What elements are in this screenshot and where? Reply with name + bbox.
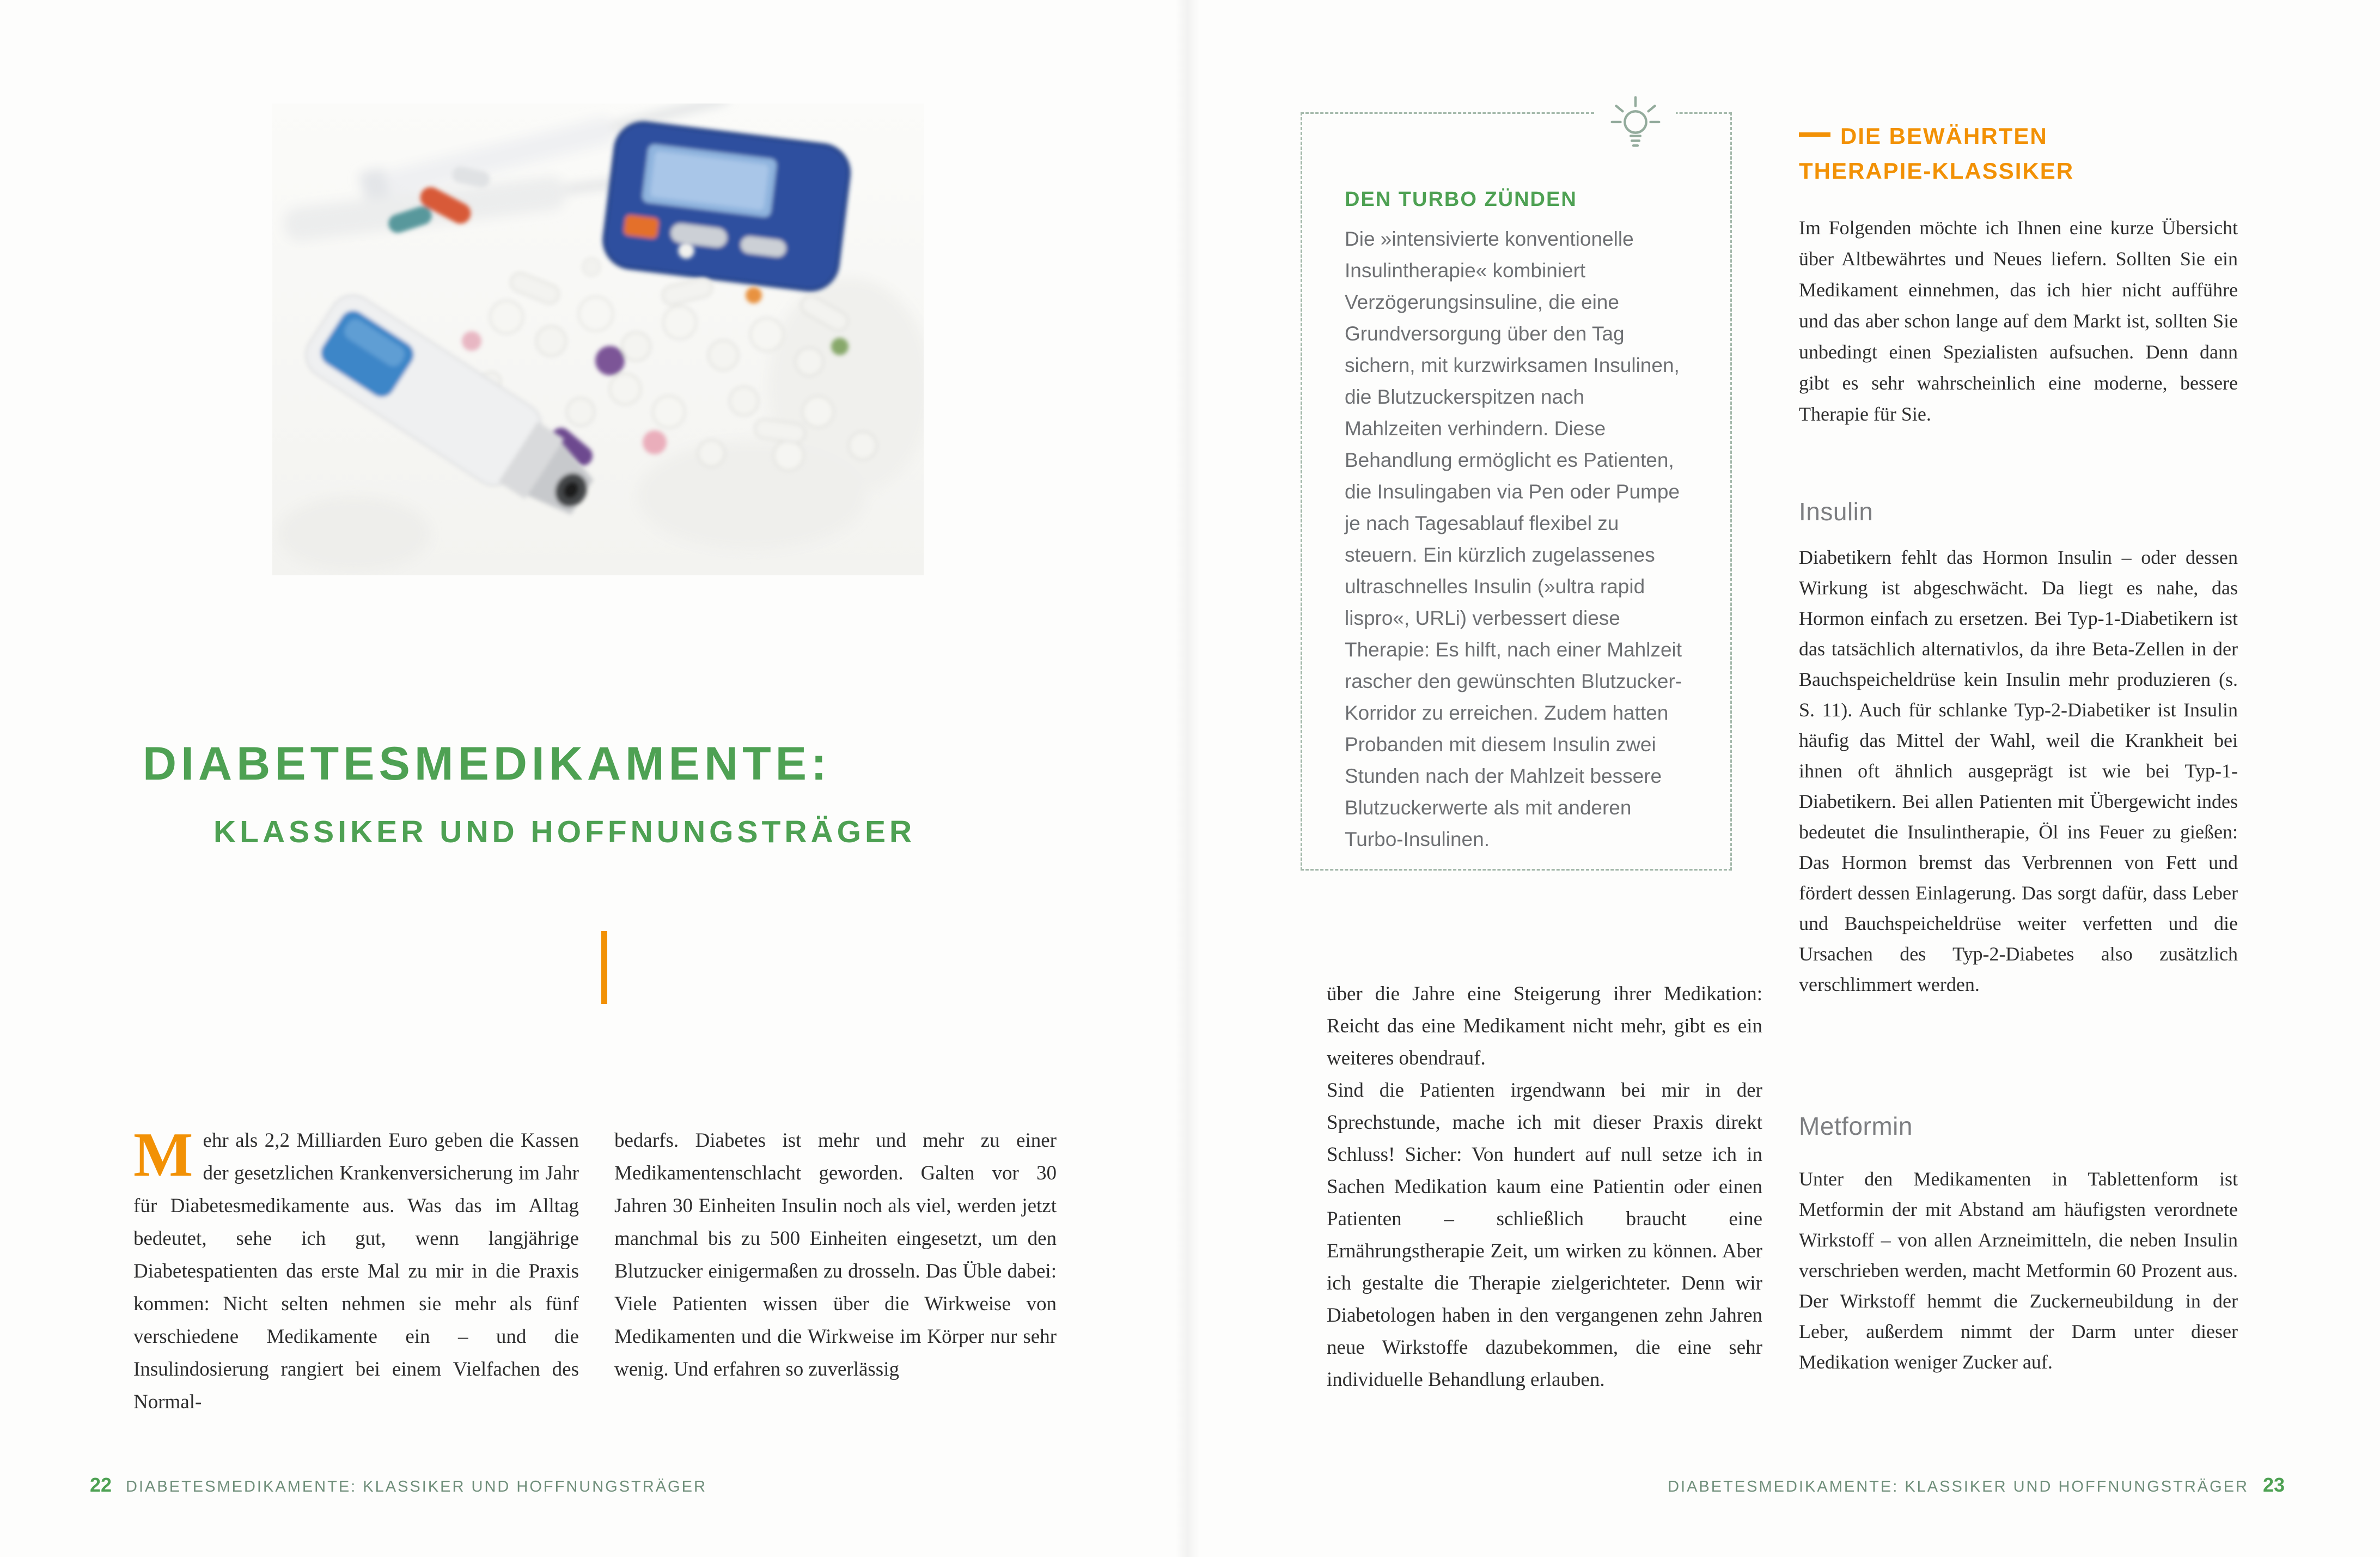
page-number-left: 22 xyxy=(90,1474,112,1496)
footer-left xyxy=(90,1474,707,1497)
glucose-meter xyxy=(601,120,852,294)
body-column-1 xyxy=(133,1120,579,1419)
page-gutter xyxy=(1175,0,1199,1557)
heading-line-1-text: DIE BEWÄHRTEN xyxy=(1840,123,2048,149)
chapter-title xyxy=(143,737,916,850)
insulin-section-body: Diabetikern fehlt das Hormon Insulin – oder dessen Wirkung ist abgeschwächt. Da liegt es nahe, das Hormon einfach zu ersetzen. Bei Typ-1-Diabetikern ist das tatsächlich alternativlos, da ihre Beta-Zellen in der Bauchspeicheldrüse kein Insulin mehr produzieren (s. S. 11). Auch für schlanke Typ-2-Diabetiker ist Insulin häufig das Mittel der Wahl, weil die Krankheit bei ihnen oft ähnlich ausgeprägt ist wie bei Typ-1-Diabetikern. Bei allen Patienten mit Übergewicht indes bedeutet die Insulintherapie, Öl ins Feuer zu gießen: Das Hormon bremst das Verbrennen von Fett und fördert dessen Einlagerung. Das sorgt dafür, dass Leber und Bauchspeicheldrüse weiter verfetten und die Ursachen des Typ-2-Diabetes also zusätzlich verschlimmert werden. xyxy=(1799,546,2238,995)
chapter-title-line2: KLASSIKER UND HOFFNUNGSTRÄGER xyxy=(213,814,916,849)
right-column-intro: Im Folgenden möchte ich Ihnen eine kurze Übersicht über Altbewährtes und Neues liefern. Sollten Sie ein Medikament einnehmen, das ich hier nicht aufführe und das aber schon lange auf dem Markt ist, sollten Sie unbedingt einen Spezialisten aufsuchen. Denn dann gibt es sehr wahrscheinlich eine moderne, bessere Therapie für Sie. xyxy=(1799,217,2238,425)
running-footer-left: DIABETESMEDIKAMENTE: KLASSIKER UND HOFFNUNGSTRÄGER xyxy=(126,1478,707,1495)
heading-dash-icon xyxy=(1799,132,1830,137)
infobox-turbo xyxy=(1301,112,1732,871)
metformin-section-body: Unter den Medikamenten in Tablettenform ist Metformin der mit Abstand am häufigsten verordnete Wirkstoff – von allen Arzneimitteln, die neben Insulin verschrieben werden, macht Metformin 60 Prozent aus. Der Wirkstoff hemmt die Zuckerneubildung in der Leber, außerdem nimmt der Darm unter dieser Medikation weniger Zucker auf. xyxy=(1799,1168,2238,1373)
mid-paragraph-1: über die Jahre eine Steigerung ihrer Medikation: Reicht das eine Medikament nicht mehr, gibt es ein weiteres obendrauf. xyxy=(1327,983,1762,1069)
running-footer-right: DIABETESMEDIKAMENTE: KLASSIKER UND HOFFNUNGSTRÄGER xyxy=(1668,1478,2249,1495)
heading-line-1 xyxy=(1799,119,2074,154)
chapter-title-line1: DIABETESMEDIKAMENTE: xyxy=(143,738,831,790)
section-heading-therapy-classics xyxy=(1799,119,2074,188)
page-number-right: 23 xyxy=(2262,1474,2285,1496)
infobox-title: DEN TURBO ZÜNDEN xyxy=(1345,188,1577,211)
mid-paragraph-2: Sind die Patienten irgendwann bei mir in der Sprechstunde, mache ich mit dieser Praxis direkt Schluss! Sicher: Von hundert auf null setze ich in Sachen Medikation kaum eine Patientin oder einen Patienten – schließlich braucht eine Ernährungstherapie Zeit, um wirken zu können. Aber ich gestalte die Therapie zielgerichteter. Denn wir Diabetologen haben in den vergangenen zehn Jahren neue Wirkstoffe dazubekommen, die eine sehr individuelle Behandlung erlauben. xyxy=(1327,1079,1762,1391)
diabetes-equipment-photo xyxy=(272,104,924,575)
dropcap-m: M xyxy=(133,1120,193,1190)
heading-line-2: THERAPIE-KLASSIKER xyxy=(1799,158,2074,184)
lightbulb-icon xyxy=(1595,84,1676,157)
body-column-2: bedarfs. Diabetes ist mehr und mehr zu einer Medikamentenschlacht geworden. Galten vor 30 Jahren 30 Einheiten Insulin noch als viel, werden jetzt manchmal bis zu 500 Einheiten eingesetzt, um den Blutzucker einigermaßen zu drosseln. Das Üble dabei: Viele Patienten wissen über die Wirkweise von Medikamenten und die Wirkweise im Körper nur sehr wenig. Und erfahren so zuverlässig xyxy=(614,1129,1057,1380)
subheading-insulin: Insulin xyxy=(1799,497,1874,526)
subheading-metformin: Metformin xyxy=(1799,1112,1913,1140)
photo-illustration xyxy=(272,104,924,575)
title-divider-bar xyxy=(601,931,607,1004)
infobox-body: Die »intensivierte konventionelle Insulintherapie« kombiniert Verzögerungsinsuline, die eine Grundversorgung über den Tag sichern, mit kurzwirksamen Insulinen, die Blutzuckerspitzen nach Mahlzeiten verhindern. Diese Behandlung ermöglicht es Patienten, die Insulingaben via Pen oder Pumpe je nach Tagesablauf flexibel zu steuern. Ein kürzlich zugelassenes ultraschnelles Insulin (»ultra rapid lispro«, URLi) verbessert diese Therapie: Es hilft, nach einer Mahlzeit rascher den gewünschten Blutzucker-Korridor zu erreichen. Zudem hatten Probanden mit diesem Insulin zwei Stunden nach der Mahlzeit bessere Blutzuckerwerte als mit anderen Turbo-Insulinen. xyxy=(1345,228,1682,850)
footer-right xyxy=(1668,1474,2285,1497)
body-column-1-text: ehr als 2,2 Milliarden Euro geben die Kassen der gesetzlichen Krankenversicherung im Jahr für Diabetesmedikamente aus. Was das im Alltag bedeutet, sehe ich gut, wenn langjährige Diabetespatienten das erste Mal zu mir in die Praxis kommen: Nicht selten nehmen sie mehr als fünf verschiedene Medikamente ein – und die Insulindosierung rangiert bei einem Vielfachen des Normal- xyxy=(133,1129,579,1413)
mid-column-text xyxy=(1327,978,1762,1396)
